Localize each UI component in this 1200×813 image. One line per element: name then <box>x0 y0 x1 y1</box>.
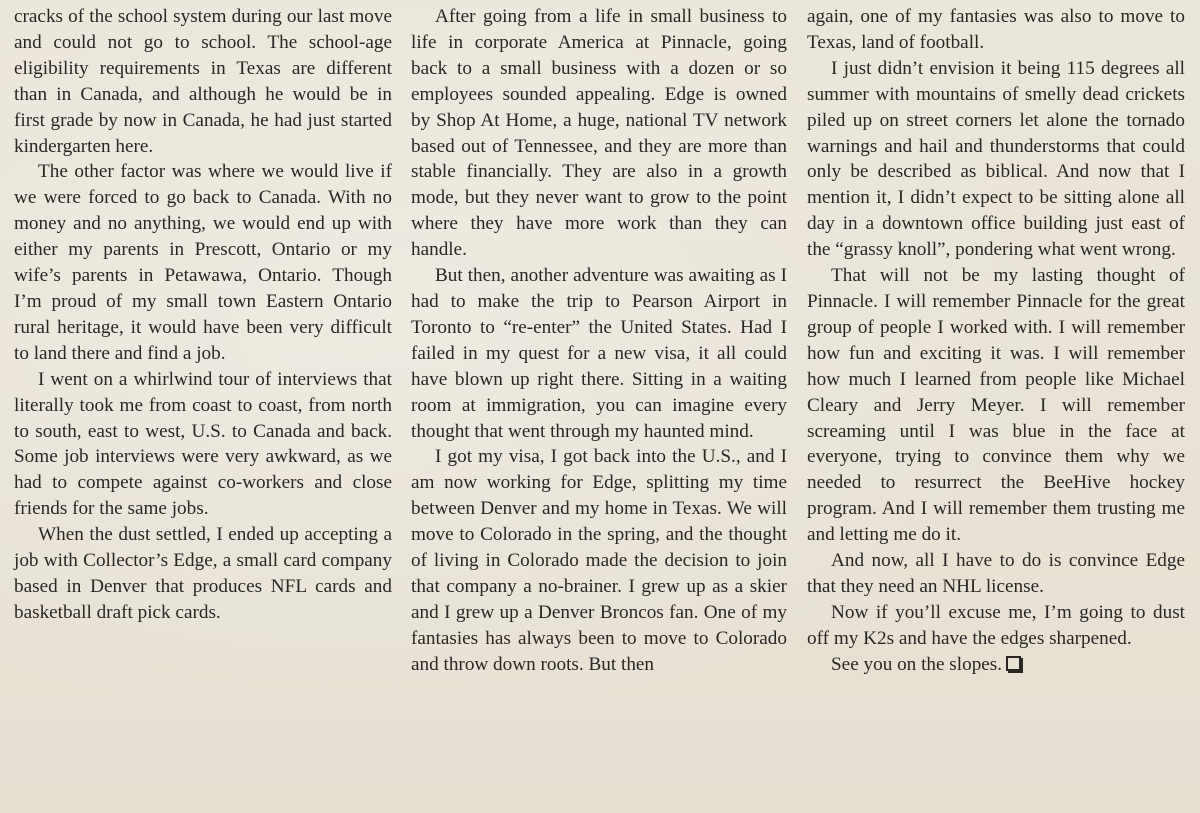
paragraph: Now if you’ll excuse me, I’m going to dust off my K2s and have the edges sharpened. <box>807 601 1185 649</box>
paragraph: When the dust settled, I ended up accepting a job with Collector’s Edge, a small card company based in Denver that produces NFL cards and basketball draft pick cards. <box>14 524 392 623</box>
end-of-article-box-icon <box>1006 656 1021 671</box>
paragraph: And now, all I have to do is convince Edge that they need an NHL license. <box>807 550 1185 597</box>
article-column-1 <box>14 4 392 809</box>
article-column-3 <box>807 4 1185 809</box>
paragraph: The other factor was where we would live if we were forced to go back to Canada. With no money and no anything, we would end up with either my parents in Prescott, Ontario or my wife’s parents in Petawawa, Ontario. Though I’m proud of my small town Eastern Ontario rural heritage, it would have been very difficult to land there and find a job. <box>14 161 392 364</box>
closing-line: See you on the slopes. <box>831 653 1003 675</box>
paragraph: I went on a whirlwind tour of interviews that literally took me from coast to coast, from north to south, east to west, U.S. to Canada and back. Some job interviews were very awkward, as we had to compete against co-workers and close friends for the same jobs. <box>14 368 392 520</box>
paragraph: I got my visa, I got back into the U.S., and I am now working for Edge, splitting my time between Denver and my home in Texas. We will move to Colorado in the spring, and the thought of living in Colorado made the decision to join that company a no-brainer. I grew up as a skier and I grew up a Denver Broncos fan. One of my fantasies has always been to move to Colorado and throw down roots. But then <box>411 446 787 675</box>
paragraph: But then, another adventure was awaiting as I had to make the trip to Pearson Airport in Toronto to “re-enter” the United States. Had I failed in my quest for a new visa, it all could have blown up right there. Sitting in a waiting room at immigration, you can imagine every thought that went through my haunted mind. <box>411 265 787 442</box>
article-column-2 <box>411 4 787 809</box>
paragraph: That will not be my lasting thought of Pinnacle. I will remember Pinnacle for the great group of people I worked with. I will remember how fun and exciting it was. I will remember how much I learned from people like Michael Cleary and Jerry Meyer. I will remember screaming until I was blue in the face at everyone, trying to convince them why we needed to resurrect the BeeHive hockey program. And I will remember them trusting me and letting me do it. <box>807 265 1185 546</box>
paragraph: I just didn’t envision it being 115 degrees all summer with mountains of smelly dead crickets piled up on street corners let alone the tornado warnings and hail and thunderstorms that could only be described as biblical. And now that I mention it, I didn’t expect to be sitting alone all day in a downtown office building just east of the “grassy knoll”, pondering what went wrong. <box>807 57 1185 261</box>
paragraph: again, one of my fantasies was also to move to Texas, land of football. <box>807 6 1185 53</box>
closing-paragraph <box>807 652 1185 678</box>
paragraph: cracks of the school system during our last move and could not go to school. The school-age eligibility requirements in Texas are different than in Canada, and although he would be in first grade by now in Canada, he had just started kindergarten here. <box>14 6 392 157</box>
paragraph: After going from a life in small business to life in corporate America at Pinnacle, going back to a small business with a dozen or so employees sounded appealing. Edge is owned by Shop At Home, a huge, national TV network based out of Tennessee, and they are more than stable financially. They are also in a growth mode, but they never want to grow to the point where they have more work than they can handle. <box>411 6 787 261</box>
